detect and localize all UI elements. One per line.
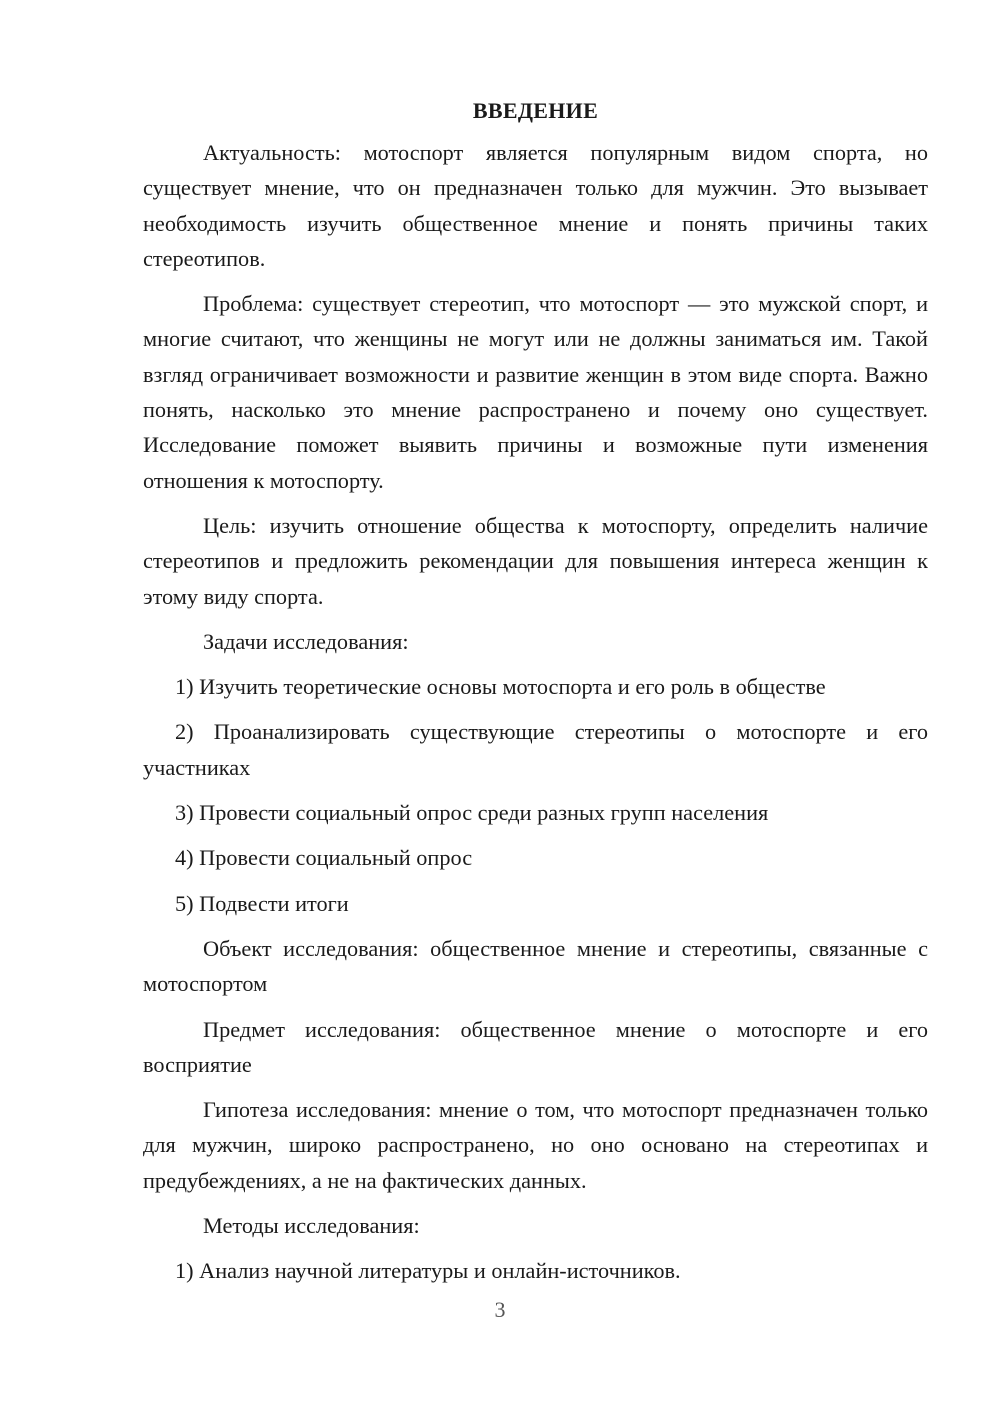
task-item-4: 4) Провести социальный опрос [175,845,473,871]
page-number: 3 [494,1297,506,1322]
document-title: ВВЕДЕНИЕ [472,98,599,123]
paragraph-problem: Проблема: существует стереотип, что мотоспорт — это мужской спорт, и многие считают, что женщины не могут или не должны заниматься им. Такой взгляд ограничивает возможности и развитие женщин в этом виде спорта. Важно понять, насколько это мнение распространено и почему оно существует. Исследование поможет выявить причины и возможные пути изменения отношения к мотоспорту. [143,291,928,493]
task-item-2: 2) Проанализировать существующие стереотипы о мотоспорте и его участниках [143,719,928,780]
methods-heading: Методы исследования: [203,1213,420,1239]
task-item-5: 5) Подвести итоги [175,890,349,916]
tasks-heading: Задачи исследования: [203,628,409,654]
paragraph-relevance: Актуальность: мотоспорт является популярным видом спорта, но существует мнение, что он предназначен только для мужчин. Это вызывает необходимость изучить общественное мнение и понять причины таких стереотипов. [143,140,928,271]
method-item-1: 1) Анализ научной литературы и онлайн-источников. [175,1258,681,1284]
paragraph-hypothesis: Гипотеза исследования: мнение о том, что мотоспорт предназначен только для мужчин, широко распространено, но оно основано на стереотипах и предубеждениях, а не на фактических данных. [143,1097,928,1193]
task-item-3: 3) Провести социальный опрос среди разных групп населения [175,800,769,826]
task-item-1: 1) Изучить теоретические основы мотоспорта и его роль в обществе [175,674,826,700]
paragraph-subject: Предмет исследования: общественное мнение о мотоспорте и его восприятие [143,1016,928,1077]
paragraph-goal: Цель: изучить отношение общества к мотоспорту, определить наличие стереотипов и предложить рекомендации для повышения интереса женщин к этому виду спорта. [143,512,928,609]
document-page [143,96,928,1299]
paragraph-object: Объект исследования: общественное мнение и стереотипы, связанные с мотоспортом [143,935,928,997]
